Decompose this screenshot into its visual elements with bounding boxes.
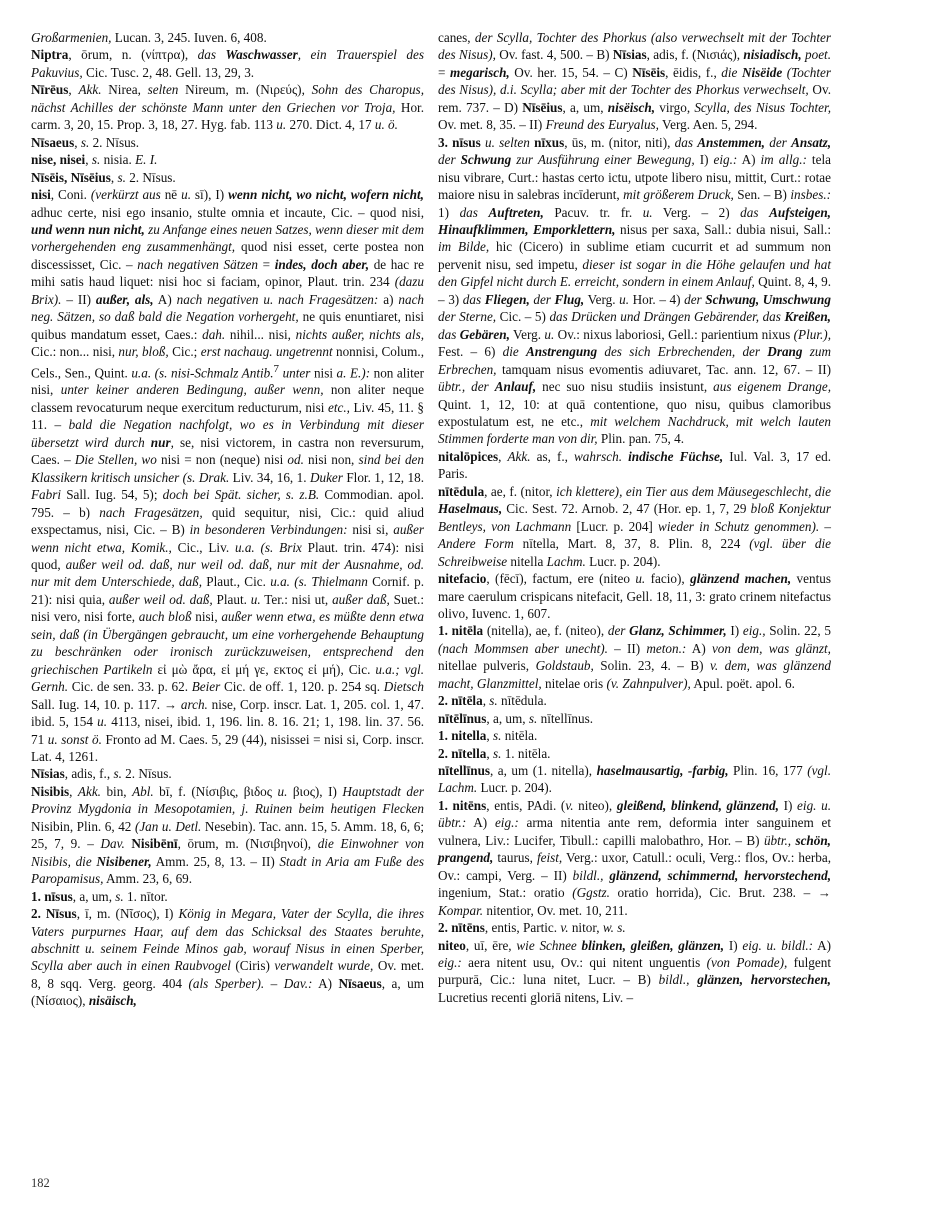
dictionary-entry: Nīsēis, Nīsēius, s. 2. Nīsus. <box>31 169 176 185</box>
dictionary-entry: 2. Nīsus, ī, m. (Νῖσος), I) König in Megara, Vater der Scylla, die ihres Vaters purpurnes Haar, auf dem das Schicksal des Staates beruhte, abschnitt u. seinem Feinde Minos gab, worauf Nisus in einen Sperber, Scylla aber auch in einen Raubvogel (Ciris) verwandelt wurde, Ov. met. 8, 8 sqq. Verg. georg. 404 (als Sperber). – Dav.: A) Nīsaeus, a, um (Νίσαιος), nisäisch, <box>31 906 424 1009</box>
dictionary-entry: Nīsias, adis, f., s. 2. Nīsus. <box>31 766 172 782</box>
dictionary-entry: nitalōpices, Akk. as, f., wahrsch. indische Füchse, Iul. Val. 3, 17 ed. Paris. <box>438 448 831 482</box>
dictionary-entry: 2. nītella, s. 1. nitēla. <box>438 745 551 761</box>
dictionary-entry: nītēdula, ae, f. (nitor, ich klettere), ein Tier aus dem Mäusegeschlecht, die Haselmaus, Cic. Sest. 72. Arnob. 2, 47 (Hor. ep. 1, 7, 29 bloß Konjektur Bentleys, von Lachmann [Lucr. p. 204] wieder in Schutz genommen). – Andere Form nītella, Mart. 8, 37, 8. Plin. 8, 224 (vgl. über die Schreibweise nitella Lachm. Lucr. p. 204). <box>438 483 831 569</box>
dictionary-entry: Niptra, ōrum, n. (νίπτρα), das Waschwasser, ein Trauerspiel des Pakuvius, Cic. Tusc. 2, 48. Gell. 13, 29, 3. <box>31 47 424 80</box>
dictionary-entry: 1. nitēns, entis, PAdi. (v. niteo), gleißend, blinkend, glänzend, I) eig. u. übtr.: A) eig.: arma nitentia ante rem, deformia inter sanguinem et vulnera, Liv.: Lucifer, Tibull.: capilli malobathro, Hor. – B) übtr., schön, prangend, taurus, feist, Verg.: uxor, Catull.: oculi, Verg.: flos, Ov.: herba, Ov.: campi, Verg. – II) bildl., glänzend, schimmernd, hervorstechend, ingenium, Stat.: oratio (Ggstz. oratio horrida), Cic. Brut. 238. – → Kompar. nitentior, Ov. met. 10, 211. <box>438 797 832 918</box>
dictionary-entry: niteo, uī, ēre, wie Schnee blinken, gleißen, glänzen, I) eig. u. bildl.: A) eig.: aera nitent usu, Ov.: qui nitent unguentis (von Pomade), fulgent purpurā, Cic.: luna nitet, Lucr. – B) bildl., glänzen, hervorstechen, Lucretius recenti gloriā nitens, Liv. – <box>438 937 832 1005</box>
dictionary-entry: canes, der Scylla, Tochter des Phorkus (also verwechselt mit der Tochter des Nisus), Ov. fast. 4, 500. – B) Nīsias, adis, f. (Νισιάς), nisiadisch, poet. = megarisch, Ov. her. 15, 54. – C) Nīsēis, ēidis, f., die Nisëide (Tochter des Nisus), d.i. Scylla; aber mit der Tochter des Phorkus verwechselt, Ov. rem. 737. – D) Nīsēius, a, um, nisëisch, virgo, Scylla, des Nisus Tochter, Ov. met. 8, 35. – II) Freund des Euryalus, Verg. Aen. 5, 294. <box>438 30 832 133</box>
dictionary-entry: 1. nitēla (nitella), ae, f. (niteo), der Glanz, Schimmer, I) eig., Solin. 22, 5 (nach Mommsen aber unecht). – II) meton.: A) von dem, was glänzt, nitellae pulveris, Goldstaub, Solin. 23, 4. – B) v. dem, was glänzend macht, Glanzmittel, nitelae oris (v. Zahnpulver), Apul. poët. apol. 6. <box>438 623 832 691</box>
dictionary-entry: 2. nītēla, s. nītēdula. <box>438 693 547 709</box>
dictionary-entry: 1. nitella, s. nitēla. <box>438 728 538 744</box>
dictionary-entry: Nisibis, Akk. bin, Abl. bī, f. (Νίσιβις, βιδος u. βιος), I) Hauptstadt der Provinz Mygdonia in Mesopotamien, j. Ruinen beim heutigen Flecken Nisibin, Plin. 6, 42 (Jan u. Detl. Nesebin). Tac. ann. 15, 5. Amm. 18, 6, 6; 25, 7, 9. – Dav. Nisibēnī, ōrum, m. (Νισιβηνοί), die Einwohner von Nisibis, die Nisibener, Amm. 25, 8, 13. – II) Stadt in Aria am Fuße des Paropamisus, Amm. 23, 6, 69. <box>31 783 425 887</box>
left-column <box>31 29 424 1010</box>
dictionary-entry: nisi, Coni. (verkürzt aus nē u. sī), I) wenn nicht, wo nicht, wofern nicht, adhuc certe, nisi ego insanio, stulte omnia et incaute, Cic. – quod nisi, und wenn nun nicht, zu Anfange eines neuen Satzes, wenn dieser mit dem vorhergehenden eng zusammenhängt, quod nisi esset, certe postea non discessisset, Cic. – nach negativen Sätzen = indes, doch aber, de hac re mihi satis haud liquet: nisi hoc si faciam, opinor, Plaut. trin. 234 (dazu Brix). – II) außer, als, A) nach negativen u. nach Fragesätzen: a) nach neg. Sätzen, so daß bald die Negation vorhergeht, ne quis enuntiaret, nisi quibus mandatum esset, Caes.: dah. nihil... nisi, nichts außer, nichts als, Cic.: non... nisi, nur, bloß, Cic.; erst nachaug. ungetrennt nonnisi, Colum., Cels., Sen., Quint. u.a. (s. nisi-Schmalz Antib.$^7$ unter nisi a. E.): non aliter nisi, unter keiner anderen Bedingung, außer wenn, non aliter neque classem revocaturum neque exercitum reducturum, nisi etc., Liv. 45, 11. § 11. – bald die Negation nachfolgt, wo es in Verbindung mit dieser übersetzt wird durch nur, se, nisi victorem, in castra non reversurum, Caes. – Die Stellen, wo nisi = non (neque) nisi od. nisi non, sind bei den Klassikern kritisch unsicher (s. Drak. Liv. 34, 16, 1. Duker Flor. 1, 12, 18. Fabri Sall. Iug. 54, 5); doch bei Spät. sicher, s. z.B. Commodian. apol. 795. – b) nach Fragesätzen, quid sequitur, nisi, Cic.: quid aliud exspectamus, nisi, Cic. – B) in besonderen Verbindungen: nisi si, außer wenn nicht etwa, Komik., Cic., Liv. u.a. (s. Brix Plaut. trin. 474): nisi quod, außer weil od. daß, nur weil od. daß, nur mit der Ausnahme, od. nur mit dem Unterschiede, daß, Plaut., Cic. u.a. (s. Thielmann Cornif. p. 21): nisi quia, außer weil od. daß, Plaut. u. Ter.: nisi ut, außer daß, Suet.: nisi vero, nisi forte, auch bloß nisi, außer wenn etwa, es müßte denn etwa sein, daß (in Übergängen gebraucht, um eine vorhergehende Behauptung zu beschränken oder ironisch zurückzuweisen, entsprechend den griechischen Partikeln εἰ μὼ ἄρα, εἰ μή γε, εκτος εἰ μή), Cic. u.a.; vgl. Gernh. Cic. de sen. 33. p. 62. Beier Cic. de off. 1, 120. p. 254 sq. Dietsch Sall. Iug. 14, 10. p. 117. → arch. nise, Corp. inscr. Lat. 1, 205. col. 1, 47. ibid. 5, 154 u. 4113, nisei, ibid. 1, 196. lin. 8. 16. 21; 1, 198. lin. 37. 56. 71 u. sonst ö. Fronto ad M. Caes. 5, 29 (44), nisissei = nisi si, Corp. inscr. Lat. 4, 1261. <box>31 187 425 764</box>
dictionary-entry: 3. nīsus u. selten nīxus, ūs, m. (nitor, niti), das Anstemmen, der Ansatz, der Schwung zur Ausführung einer Bewegung, I) eig.: A) im allg.: tela nisu vibrare, Curt.: hastas certo ictu, utpote libero nisu, mittit, Curt.: rotae maiore nisu in salebras incīderunt, mit größerem Druck, Sen. – B) insbes.: 1) das Auftreten, Pacuv. tr. fr. u. Verg. – 2) das Aufsteigen, Hinaufklimmen, Emporklettern, nisus per saxa, Sall.: dubia nisui, Sall.: im Bilde, hic (Cicero) in sublime etiam cucurrit et ad summum non pervenit nisu, sed impetu, dieser ist sogar in die Höhe gelaufen und hat den Gipfel nicht durch E. erreicht, sondern in einem Anlauf, Quint. 8, 4, 9. – 3) das Fliegen, der Flug, Verg. u. Hor. – 4) der Schwung, Umschwung der Sterne, Cic. – 5) das Drücken und Drängen Gebärender, das Kreißen, das Gebären, Verg. u. Ov.: nixus laboriosi, Gell.: parientium nixus (Plur.), Fest. – 6) die Anstrengung des sich Erbrechenden, der Drang zum Erbrechen, tamquam nisus evomentis adiuvaret, Tac. ann. 12, 67. – II) übtr., der Anlauf, nec suo nisu studiis insistunt, aus eigenem Drange, Quint. 1, 12, 10: at quā contentione, quo nisu, quibus clamoribus expostulatum est, ne etc., mit welchem Nachdruck, mit welch lauten Stimmen forderte man von dir, Plin. pan. 75, 4. <box>438 134 832 447</box>
dictionary-entry: 1. nīsus, a, um, s. 1. nītor. <box>31 888 168 904</box>
dictionary-entry: Nīrēus, Akk. Nirea, selten Nireum, m. (Νιρεύς), Sohn des Charopus, nächst Achilles der schönste Mann unter den Griechen vor Troja, Hor. carm. 3, 20, 15. Prop. 3, 18, 27. Hyg. fab. 113 u. 270. Dict. 4, 17 u. ö. <box>31 82 425 133</box>
dictionary-entry: Großarmenien, Lucan. 3, 245. Iuven. 6, 408. <box>31 30 267 45</box>
page-number: 182 <box>31 1176 50 1190</box>
dictionary-entry: nītēlīnus, a, um, s. nītellīnus. <box>438 710 593 726</box>
dictionary-entry: nītellīnus, a, um (1. nitella), haselmausartig, -farbig, Plin. 16, 177 (vgl. Lachm. Lucr. p. 204). <box>438 763 831 796</box>
dictionary-entry: nitefacio, (fēcī), factum, ere (niteo u. facio), glänzend machen, ventus mare caerulum crispicans nitefacit, Gell. 18, 11, 3: grato crinem nitefactus olivo, Iuvenc. 1, 607. <box>438 571 831 621</box>
dictionary-entry: 2. nītēns, entis, Partic. v. nitor, w. s. <box>438 920 626 936</box>
dictionary-entry: nise, nisei, s. nisia. E. I. <box>31 152 158 168</box>
right-column <box>438 29 831 1006</box>
dictionary-entry: Nīsaeus, s. 2. Nīsus. <box>31 134 140 150</box>
